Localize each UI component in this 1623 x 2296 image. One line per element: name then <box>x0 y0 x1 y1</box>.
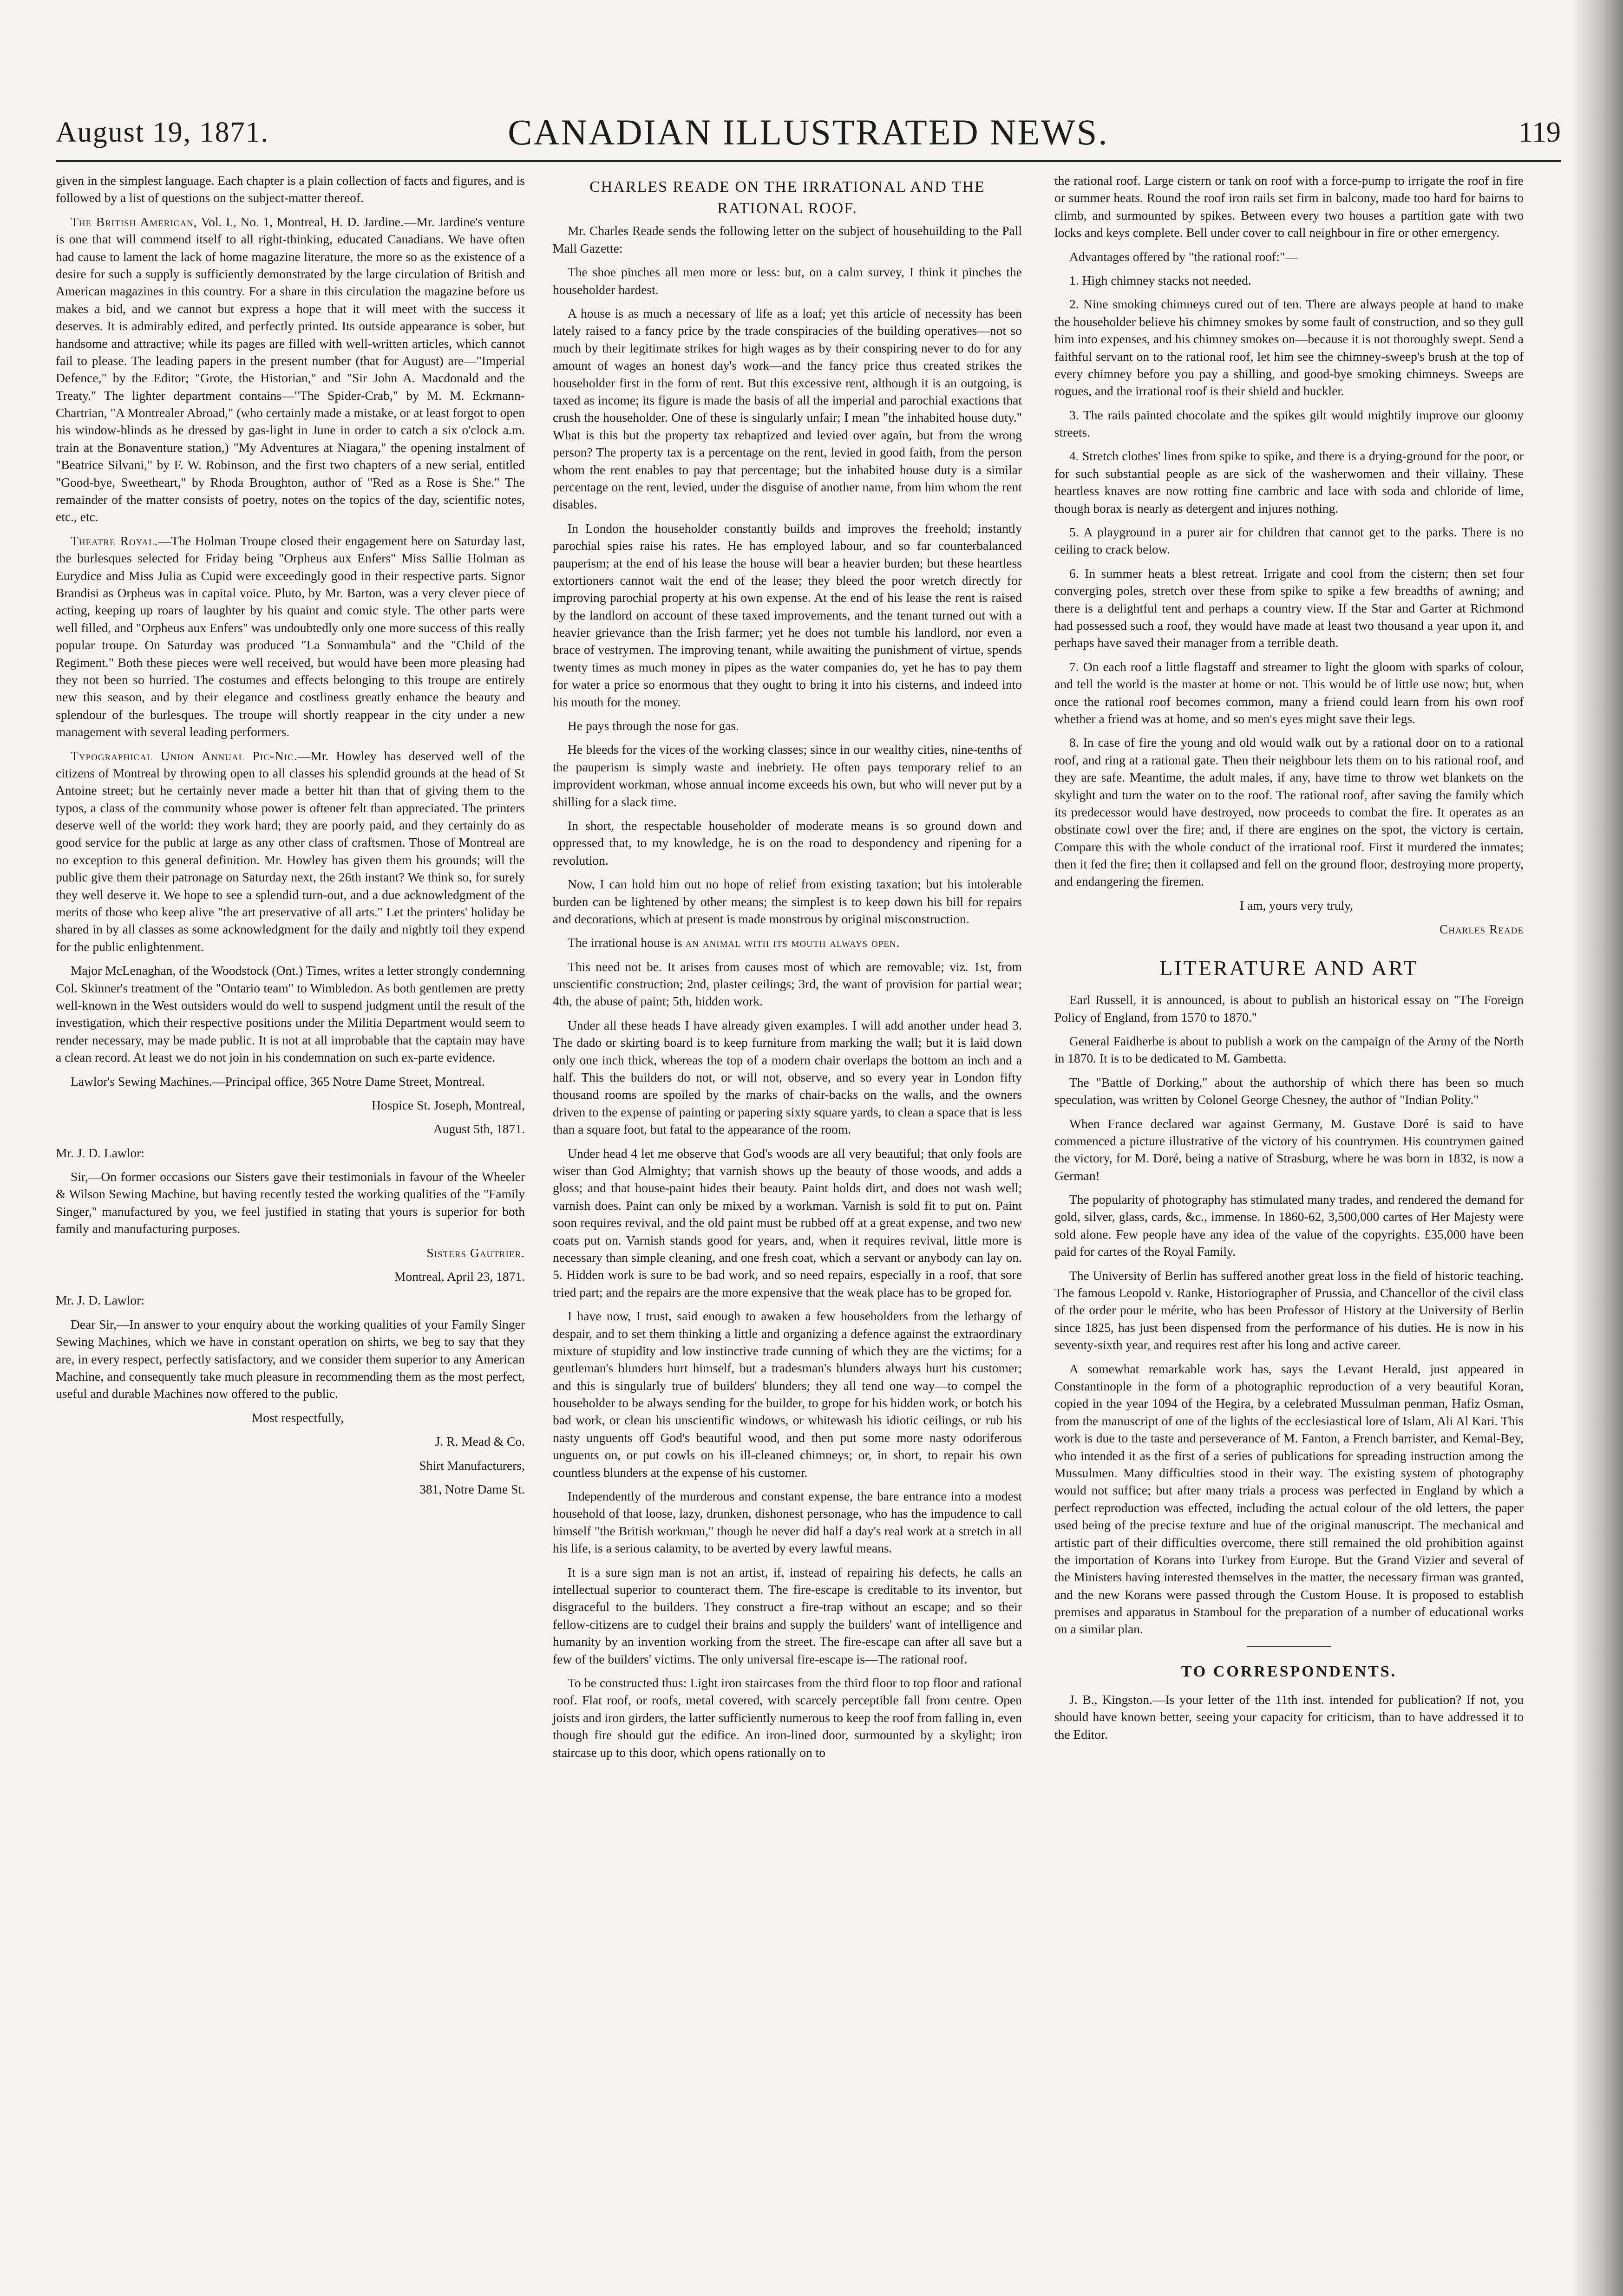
reade-intro: Mr. Charles Reade sends the following letter on the subject of househuilding to the Pall Mall Gazette: <box>553 223 1022 255</box>
letter1-body: Sir,—On former occasions our Sisters gave their testimonials in favour of the Wheeler & Wilson Sewing Machine, but having recently tested the working qualities of the "Family Singer," manufactured by you, we feel justified in stating that yours is superior for both family and manufacturing purposes. <box>56 1169 525 1236</box>
list-item: 5. A playground in a purer air for children that cannot get to the parks. There is no ceiling to crack below. <box>1054 525 1524 557</box>
reade-p5: He bleeds for the vices of the working classes; since in our wealthy cities, nine-tenths of the pauperism is simply waste and inebriety. He often pays temporary relief to an improvident workman, whose annual income exceeds his own, but who will never put by a shilling for a slack time. <box>553 742 1022 809</box>
reade-p9: This need not be. It arises from causes most of which are removable; viz. 1st, from unscientific construction; 2nd, plaster ceilings; 3rd, the want of provision for partial wear; 4th, the abuse of paint; 5th, hidden work. <box>553 959 1022 1009</box>
reade-p11: Under head 4 let me observe that God's woods are all very beautiful; that only fools are wiser than God Almighty; that varnish shows up the beauty of those woods, and adds a gloss; and that house-paint hides their beauty. Paint holds dirt, and does not wash well; varnish does. Paint can only be mixed by a workman. Varnish is sold fit to put on. Paint soon requires revival, and the old paint must be rubbed off at a great expense, and two new coats put on. Varnish stands good for years, and, when it requires revival, little more is necessary than simple cleaning, and one fresh coat, which a servant or anybody can lay on. 5. Hidden work is sure to be bad work, and so need repairs, especially in a roof, that sore tried part; and the repairs are the more expensive that the weak place has to be groped for. <box>553 1146 1022 1299</box>
lit-item: When France declared war against Germany, M. Gustave Doré is said to have commenced a picture illustrative of the victory of his countrymen. His countrymen gained the victory, for M. Doré, being a native of Strasburg, where he was born in 1832, is now a German! <box>1054 1116 1524 1183</box>
reade-p15: To be constructed thus: Light iron staircases from the third floor to top floor and rational roof. Flat roof, or roofs, metal covered, with scarcely perceptible fall from centre. Open joists and iron girders, the latter sufficiently numerous to keep the roof from falling in, even though fire should gut the edifice. An iron-lined door, surmounted by a skylight; iron staircase up to this door, which opens rationally on to <box>553 1675 1022 1760</box>
letter2-body: Dear Sir,—In answer to your enquiry about the working qualities of your Family Singer Sewing Machines, which we have in constant operation on shirts, we beg to say that they are, in every respect, perfectly satisfactory, and we consider them superior to any American Machine, and consequently take much pleasure in recommending them as the most perfect, useful and durable Machines now offered to the public. <box>56 1317 525 1401</box>
hospice-date: August 5th, 1871. <box>433 1122 525 1136</box>
list-item: 7. On each roof a little flagstaff and streamer to light the gloom with sparks of colour, and tell the world is the master at home or not. This would be of little use now; but, when once the rational roof becomes common, many a friend could learn from his own roof whether a friend was at home, and so men's eyes might save their legs. <box>1054 659 1524 726</box>
theatre-article <box>56 532 525 741</box>
picnic-text: —Mr. Howley has deserved well of the citizens of Montreal by throwing open to all classes his splendid grounds at the head of St Antoine street; but he certainly never made a better hit than that of giving them to the typos, a class of the community whose power is oftener felt than appreciated. The printers deserve well of the world: they work hard; they are poorly paid, and they certainly do as good service for the public at large as any other class of craftsmen. Those of Montreal are no exception to this general definition. Mr. Howley has given them his grounds; will the public give them their patronage on Saturday next, the 26th instant? We think so, for surely they well deserve it. We hope to see a splendid turn-out, and a due acknowledgment of the merits of those who keep alive "the art preservative of all arts." Let the printers' holiday be shared in by all classes as some acknowledgment for the daily and nightly toil they expend for the public enlightenment. <box>56 748 525 954</box>
letter2-salutation: Mr. J. D. Lawlor: <box>56 1293 144 1308</box>
reade-p6: In short, the respectable householder of moderate means is so ground down and oppressed that, to my knowledge, he is on the road to despondency and ripening for a revolution. <box>553 818 1022 868</box>
hospice-address: Hospice St. Joseph, Montreal, <box>372 1097 525 1112</box>
reade-p4: He pays through the nose for gas. <box>568 718 739 733</box>
reade-p2: A house is as much a necessary of life as a loaf; yet this article of necessity has been lately raised to a fancy price by the trade conspiracies of the building operatives—not so much by their legitimate strikes for high wages as by their conspiring never to do for any amount of wages an honest day's work—and the fancy price thus created strikes the householder first in the form of rent. But this excessive rent, although it is an outgoing, is taxed as income; its figure is made the basis of all the imperial and parochial exactions that crush the householder. One of these is singularly unfair; I mean "the inhabited house duty." What is this but the property tax rebaptized and levied over again, but from the wrong person? The property tax is a percentage on the rent, levied in good faith, from the person whom the rent enables to pay that percentage; but the inhabited house duty is a similar percentage on the rent, levied, under the disguise of another name, from him whom the rent disables. <box>553 306 1022 512</box>
reade-p8-caps: an animal with its mouth always open. <box>685 935 900 950</box>
masthead <box>56 111 1561 163</box>
letter1-signature: Sisters Gautrier. <box>426 1245 525 1260</box>
letter2-signature-address: 381, Notre Dame St. <box>419 1481 525 1496</box>
list-item: 3. The rails painted chocolate and the spikes gilt would mightily improve our gloomy streets. <box>1054 407 1524 440</box>
reade-p12: I have now, I trust, said enough to awaken a few householders from the lethargy of despair, and to set them thinking a little and organizing a defence against the extraordinary mixture of stupidity and low instinctive trade cunning of which they are the victims; for a gentleman's blunders hurt himself, but a tradesman's blunders always hurt his customer; and this is singularly true of builders' blunders; they all tend one way—to compel the householder to be always sending for the builder, to grope for his hidden work, or botch his bad work, or clean his unscientific windows, or whitewash his idiotic ceilings, or rub his nasty unguents off God's beautiful wood, and then put some more nasty odoriferous unguents on, or put cowls on his ill-cleaned chimneys; or, in short, to repair his own countless blunders at the expense of his customer. <box>553 1309 1022 1480</box>
section-divider <box>1247 1646 1331 1647</box>
reade-article-heading: CHARLES READE ON THE IRRATIONAL AND THE RATIONAL ROOF. <box>589 178 985 217</box>
newspaper-title: CANADIAN ILLUSTRATED NEWS. <box>508 112 1109 152</box>
page-edge-shadow <box>1572 0 1623 2296</box>
lawlor-notice: Lawlor's Sewing Machines.—Principal office, 365 Notre Dame Street, Montreal. <box>71 1074 485 1089</box>
literature-heading: LITERATURE AND ART <box>1159 956 1419 980</box>
correspondents-text: J. B., Kingston.—Is your letter of the 11th inst. intended for publication? If not, you should have known better, seeing your capacity for criticism, than to have addressed it to the Editor. <box>1054 1692 1524 1742</box>
page-number: 119 <box>1518 117 1561 148</box>
correspondents-heading: TO CORRESPONDENTS. <box>1181 1663 1397 1680</box>
reade-p8 <box>553 934 1022 951</box>
lit-item: Earl Russell, it is announced, is about to publish an historical essay on "The Foreign Policy of England, from 1570 to 1870." <box>1054 992 1524 1024</box>
lit-item: The "Battle of Dorking," about the authorship of which there has been so much speculation, was written by Colonel George Chesney, the author of "Indian Polity." <box>1054 1075 1524 1107</box>
masthead-rule <box>56 160 1561 162</box>
column-2 <box>553 172 1022 1768</box>
reade-p7: Now, I can hold him out no hope of relief from existing taxation; but his intolerable burden can be lightened by other means; the simplest is to keep down his bill for repairs and decorations, which at present is made monstrous by original misconstruction. <box>553 877 1022 926</box>
british-american-text: Vol. I., No. 1, Montreal, H. D. Jardine.—Mr. Jardine's venture is one that will commend itself to all right-thinking, educated Canadians. We have often had cause to lament the lack of home magazine literature, the more so as the existence of a desire for such a supply is sufficiently demonstrated by the large circulation of British and American magazines in this country. For a share in this circulation the magazine before us makes a bid, and we cannot but express a hope that it will meet with the success it deserves. It is admirably edited, and perfectly printed. Its outside appearance is sober, but handsome and attractive; while its pages are filled with well-written articles, which cannot fail to please. The leading papers in the present number (that for August) are—"Imperial Defence," by the Editor; "Grote, the Historian," and "Sir John A. Macdonald and the Treaty." The lighter department contains—"The Spider-Crab," by M. M. Eckmann-Chartrian, "A Montrealer Abroad," (who certainly made a mistake, or at least forgot to open his window-blinds as he dressed by gas-light in June in order to catch a six o'clock a.m. train at the Bonaventure station,) "My Adventures at Niagara," the opening instalment of "Beatrice Silvani," by F. W. Robinson, and the first two chapters of a new serial, entitled "Good-bye, Sweetheart," by Rhoda Broughton, author of "Red as a Rose is She." The remainder of the matter consists of poetry, notes on the topics of the day, scientific notes, etc., etc. <box>56 214 525 524</box>
letter2-signature: J. R. Mead & Co. <box>435 1434 525 1449</box>
column-3 <box>1054 172 1524 1749</box>
reade-signature: Charles Reade <box>1439 922 1524 937</box>
british-american-lead: The British American, <box>71 214 197 229</box>
picnic-article <box>56 747 525 956</box>
list-item: 2. Nine smoking chimneys cured out of ten. There are always people at hand to make the householder believe his chimney smokes by some fault of construction, and so they gull him into expenses, and his chimney smokes on—because it is not thoroughly swept. Send a faithful servant on to the rational roof, let him see the chimney-sweep's brush at the top of every chimney before you pay a shilling, and good-bye smoking chimneys. Sweeps are rogues, and the irrational roof is their shield and buckler. <box>1054 297 1524 398</box>
major-article: Major McLenaghan, of the Woodstock (Ont.) Times, writes a letter strongly condemning Col. Skinner's treatment of the "Ontario team" to Wimbledon. As both gentlemen are pretty well-known in the West outsiders would do well to suspend judgment until the result of the investigation, which their respective positions under the Militia Department would seem to render necessary, may be made public. It is not at all improbable that the captain may have a clean record. At least we do not join in his condemnation on such ex-parte evidence. <box>56 963 525 1065</box>
lit-item: A somewhat remarkable work has, says the Levant Herald, just appeared in Constantinople in the form of a photographic reproduction of a very beautiful Koran, copied in the year 1094 of the Hegira, by a celebrated Mussulman penman, Hafiz Osman, from the manuscript of one of the lights of the ecclesiastical lore of Islam, Ali Al Kari. This work is due to the taste and perseverance of M. Fanton, a French barrister, and Kemal-Bey, who intended it as the first of a series of publications for spreading instruction among the Mussulmen. Many difficulties stood in their way. The existing system of photography would not suffice; but after many trials a process was perfected in England by which a perfect reproduction was effected, including the actual colour of the old letters, the paper used being of the precise texture and hue of the original manuscript. The mechanical and artistic part of their difficulties overcome, there still remained the old prohibition against the importation of Korans into Turkey from Europe. But the Grand Vizier and several of the Ministers having interested themselves in the matter, the necessary firman was granted, and the new Korans were passed through the Custom House. It is proposed to establish premises and apparatus in Stamboul for the preparation of a number of educational works on a similar plan. <box>1054 1361 1524 1637</box>
reade-p1: The shoe pinches all men more or less: but, on a calm survey, I think it pinches the householder hardest. <box>553 265 1022 297</box>
intro-paragraph: given in the simplest language. Each chapter is a plain collection of facts and figures, and is followed by a list of questions on the subject-matter thereof. <box>56 173 525 205</box>
reade-closing: I am, yours very truly, <box>1239 898 1354 913</box>
reade-continued: the rational roof. Large cistern or tank on roof with a force-pump to irrigate the roof in fire or summer heats. Round the roof iron rails set firm in balcony, made too hard for bairns to climb, and surmounted by spikes. Between every two houses a partition gate with two locks and keys complete. Bell under cover to call neighbour in fire or other emergency. <box>1054 173 1524 240</box>
list-item: 8. In case of fire the young and old would walk out by a rational door on to a rational roof, and ring at a rational gate. Then their neighbour lets them on to his rational roof, and they are safe. Meantime, the adult males, if any, have time to throw wet blankets on the skylight and turn the water on to the roof. The rational roof, after saving the family which its predecessor would have destroyed, now proceeds to combat the fire. It operates as an obstinate cowl over the fire; and, if there are engines on the spot, the victory is certain. Compare this with the whole conduct of the irrational roof. First it murdered the inmates; then it fed the fire; then it collapsed and fell on the ground floor, destroying more property, and endangering the firemen. <box>1054 735 1524 889</box>
advantages-list <box>1054 272 1524 890</box>
theatre-text: —The Holman Troupe closed their engagement here on Saturday last, the burlesques selected for Friday being "Orpheus aux Enfers" Miss Sallie Holman as Eurydice and Miss Julia as Cupid were exceedingly good in their respective parts. Signor Brandisi as Orpheus was in capital voice. Pluto, by Mr. Barton, was a very clever piece of acting, keeping up roars of laughter by his quaint and comic style. The other parts were well filled, and "Orpheus aux Enfers" was undoubtedly only one more success of this really popular troupe. On Saturday was produced "La Sonnambula" and the "Child of the Regiment." Both these pieces were well received, but would have been more pleasing had they not been so hurried. The costumes and effects belonging to this troupe are entirely new this season, and by their elegance and costliness greatly enhance the beauty and splendour of the burlesques. The troupe will shortly reappear in the city under a new management with several leading performers. <box>56 533 525 739</box>
list-item: 1. High chimney stacks not needed. <box>1069 273 1251 287</box>
list-item: 6. In summer heats a blest retreat. Irrigate and cool from the cistern; then set four converging poles, stretch over these from spike to spike a few breadths of awning; and there is a delightful tent and perhaps a country view. If the Star and Garter at Richmond had possessed such a roof, they would have made at least two thousand a year upon it, and perhaps have saved their manager from a terrible death. <box>1054 566 1524 650</box>
lit-item: The University of Berlin has suffered another great loss in the field of historic teaching. The famous Leopold v. Ranke, Historiographer of Prussia, and Chancellor of the civil class of the order pour le mérite, who has been Professor of History at the University of Berlin since 1825, has just been dispensed from the performance of his duties. He is now in his seventy-sixth year, and requires rest after his long and active career. <box>1054 1268 1524 1352</box>
letter2-signature-title: Shirt Manufacturers, <box>419 1458 525 1473</box>
british-american-article <box>56 213 525 526</box>
list-item: 4. Stretch clothes' lines from spike to spike, and there is a drying-ground for the poor, or for such substantial people as are sick of the washerwomen and their villainy. These heartless knaves are now rotting fine cambric and lace with soda and chloride of lime, though borax is nearly as detergent and injures nothing. <box>1054 449 1524 515</box>
reade-p3: In London the householder constantly builds and improves the freehold; instantly parochial spies raise his rates. He has employed labour, and so far counterbalanced pauperism; at the end of his lease the house will bear a heavier burden; but these heartless extortioners cannot wait the end of the lease; they bleed the poor wretch directly for improving parochial property at his own expense. At the end of his lease the rent is raised by the landlord on account of these taxed improvements, and the tenant turned out with a heavier grievance than the Irish farmer; yet he does not tumble his landlord, nor even a brace of vestrymen. The improving tenant, while awaiting the punishment of virtue, spends twenty times as much money in pipes as the water companies do, yet he has to pay them for water a price so enormous that they ought to bring it into his cisterns, and indeed into his mouth for the money. <box>553 521 1022 709</box>
reade-p14: It is a sure sign man is not an artist, if, instead of repairing his defects, he calls an intellectual superior to counteract them. The fire-escape is creditable to its inventor, but disgraceful to the builders. They construct a fire-trap without an escape; and so their fellow-citizens are to cudgel their brains and supply the builders' want of intelligence and humanity by an invention working from the street. The fire-escape can after all save but a few of the builders' victims. The only universal fire-escape is—The rational roof. <box>553 1565 1022 1666</box>
reade-p10: Under all these heads I have already given examples. I will add another under head 3. The dado or skirting board is to keep furniture from marking the wall; but it is laid down only one inch thick, whereas the top of a modern chair overlaps the bottom an inch and a half. This the builders do not, or will not, observe, and so every year in London fifty thousand rooms are spoiled by the marks of chair-backs on the walls, and the owners driven to the expense of painting or papering sixty square yards, to clean a space that is less than a square foot, but fatal to the appearance of the room. <box>553 1018 1022 1137</box>
issue-date: August 19, 1871. <box>56 117 269 148</box>
picnic-lead: Typographical Union Annual Pic-Nic. <box>71 748 298 763</box>
letter2-date: Montreal, April 23, 1871. <box>394 1269 525 1284</box>
theatre-lead: Theatre Royal. <box>71 533 158 548</box>
reade-p13: Independently of the murderous and constant expense, the bare entrance into a modest household of that loose, lazy, drunken, dishonest personage, who has the impudence to call himself "the British workman," though he never did half a day's real work at a stretch in all his life, is a serious calamity, to be averted by every lawful means. <box>553 1489 1022 1556</box>
advantages-lead: Advantages offered by "the rational roof:"— <box>1069 249 1298 264</box>
lit-item: General Faidherbe is about to publish a work on the campaign of the Army of the North in 1870. It is to be dedicated to M. Gambetta. <box>1054 1033 1524 1066</box>
letter2-close: Most respectfully, <box>251 1410 344 1425</box>
letter1-salutation: Mr. J. D. Lawlor: <box>56 1145 144 1160</box>
reade-p8-lead: The irrational house is <box>568 935 682 950</box>
column-1 <box>56 172 525 1504</box>
lit-item: The popularity of photography has stimulated many trades, and rendered the demand for gold, silver, glass, cards, &c., immense. In 1860-62, 3,500,000 cartes of Her Majesty were sold alone. Few people have any idea of the value of the copyrights. £35,000 have been paid for cartes of the Royal Family. <box>1054 1192 1524 1259</box>
